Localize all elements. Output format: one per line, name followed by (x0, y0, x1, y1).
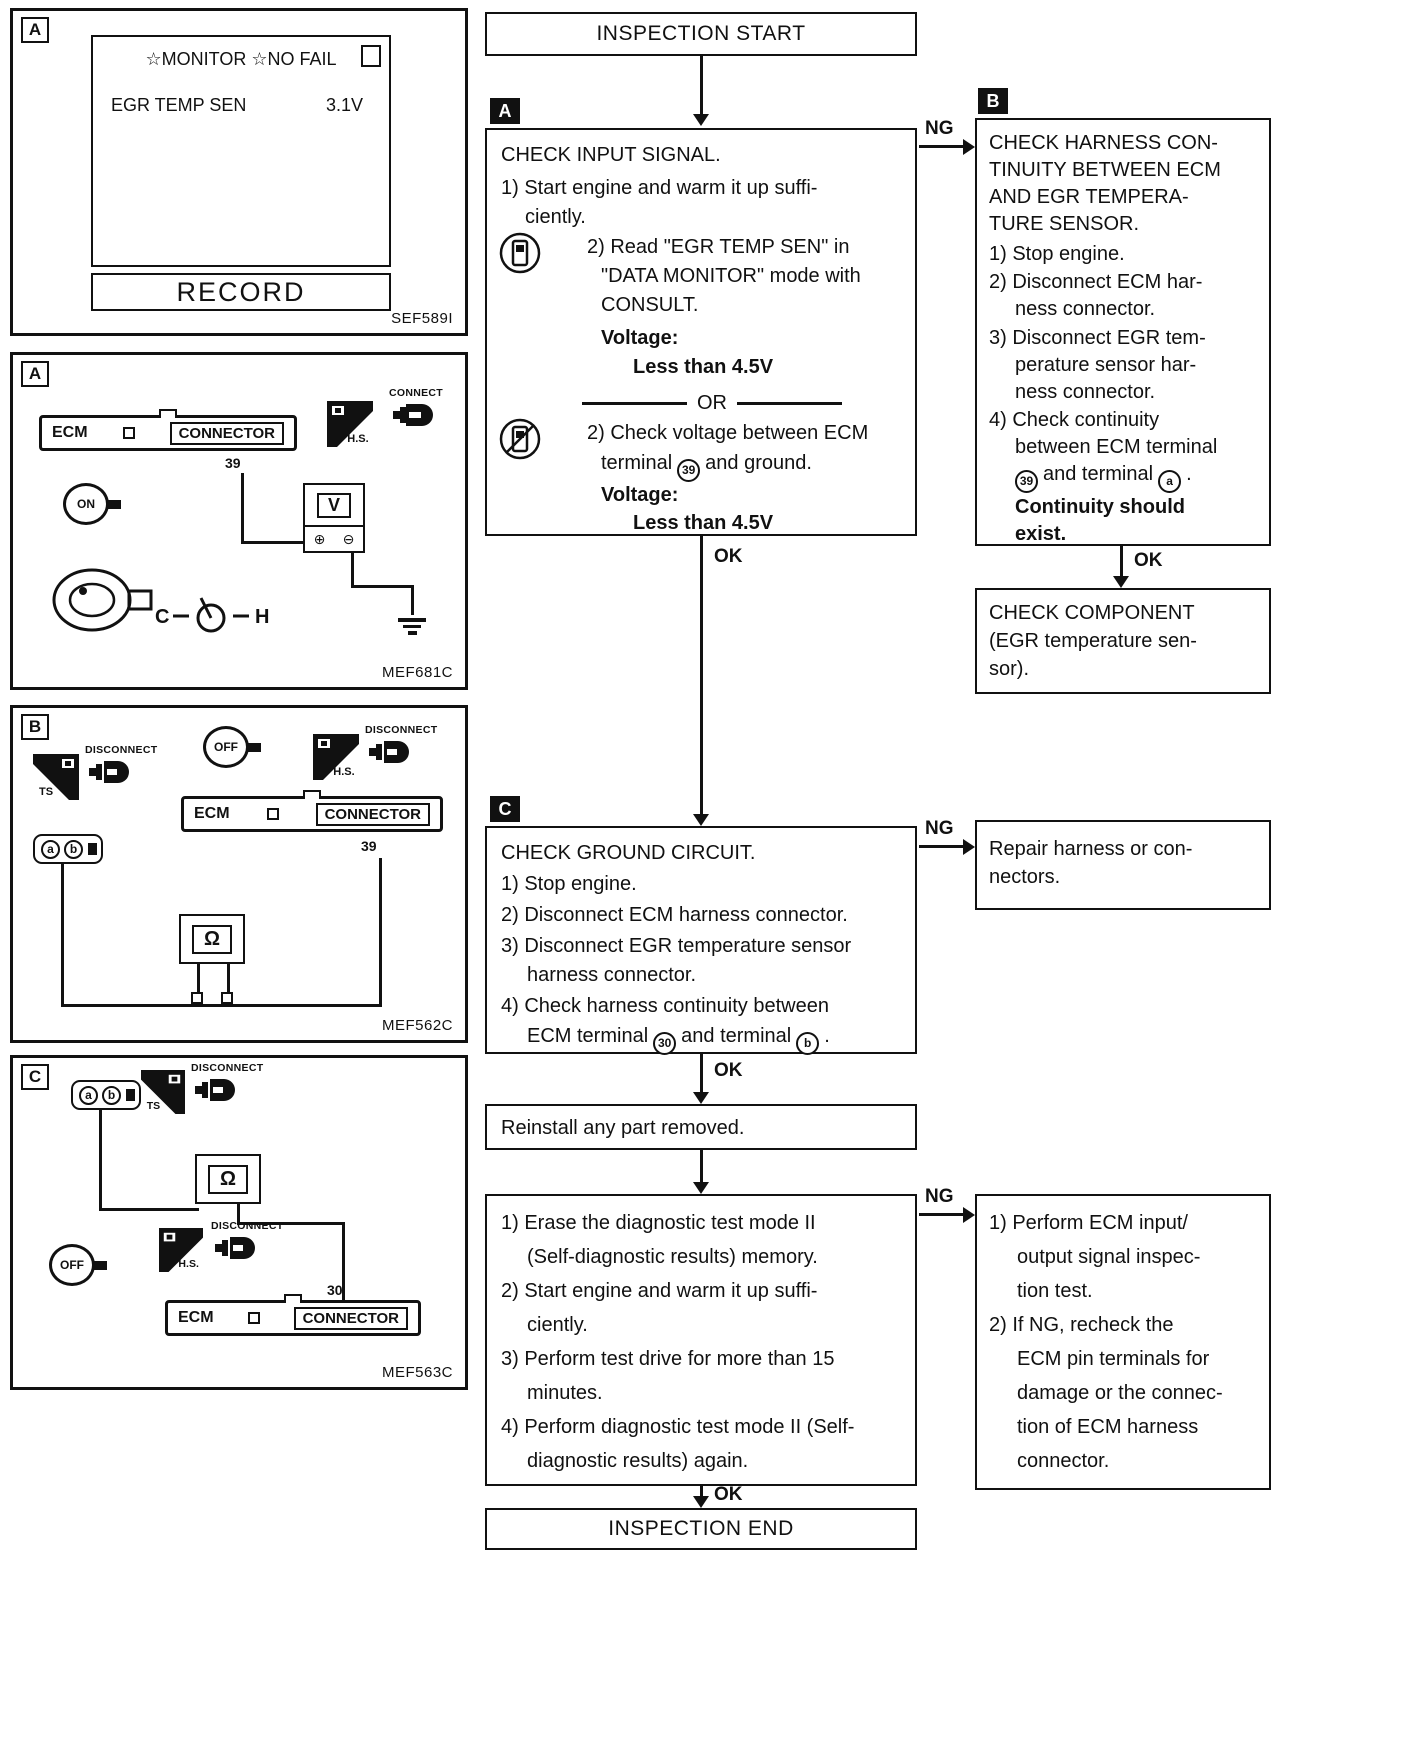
step-line: Repair harness or con- (989, 838, 1193, 860)
step-line: ciently. (527, 1314, 588, 1336)
step-line: 2) If NG, recheck the (989, 1314, 1174, 1336)
hs-icon (327, 401, 373, 447)
connector-tab (303, 790, 321, 799)
hs-icon-label: H.S. (347, 433, 369, 445)
check-harness-continuity-box (975, 118, 1271, 546)
step-line: ness connector. (1015, 298, 1156, 320)
step-line: tion of ECM harness (1017, 1416, 1199, 1438)
ng-label: NG (925, 1186, 954, 1207)
ng-label: NG (925, 118, 954, 139)
flow-tag-b: B (978, 88, 1008, 114)
inspection-end-box (485, 1508, 917, 1550)
ground-symbol (397, 615, 427, 638)
box-title: AND EGR TEMPERA- (989, 186, 1189, 208)
flow-arrow (700, 1054, 703, 1092)
flow-arrow (919, 845, 963, 848)
gauge-cold-label: C (155, 606, 170, 628)
box-title: CHECK INPUT SIGNAL. (501, 144, 721, 166)
record-button: RECORD (91, 273, 391, 311)
inspection-start-label: INSPECTION START (596, 22, 806, 45)
step-line: 3) Perform test drive for more than 15 (501, 1348, 835, 1370)
connector-plug-icon (87, 758, 131, 786)
terminal-b-circle: b (796, 1032, 819, 1055)
terminal-number: 39 (225, 455, 241, 471)
step-line: ciently. (525, 206, 586, 228)
figure-caption: MEF563C (381, 1364, 453, 1381)
step-line: 4) Perform diagnostic test mode II (Self- (501, 1416, 855, 1438)
wire (61, 864, 64, 1006)
emphasis-line: exist. (1015, 523, 1067, 545)
step-line: connector. (1017, 1450, 1110, 1472)
step-line: 2) Read "EGR TEMP SEN" in (587, 236, 850, 258)
figure-caption: MEF562C (381, 1017, 453, 1034)
connector-stub (88, 843, 97, 855)
disconnect-label: DISCONNECT (365, 724, 438, 736)
connector-plug-icon (193, 1076, 237, 1104)
step-line: 1) Stop engine. (989, 243, 1125, 265)
ohmmeter-label: Ω (192, 925, 232, 954)
ts-icon (33, 754, 79, 800)
ignition-on-icon (63, 483, 121, 525)
or-label: OR (697, 392, 727, 414)
emphasis-line: Continuity should (1015, 496, 1185, 518)
step-line: ness connector. (1015, 381, 1156, 403)
plus-terminal: ⊕ (313, 530, 326, 547)
connector-plug-icon (391, 401, 435, 429)
ecm-connector-symbol (165, 1300, 421, 1336)
step-line: "DATA MONITOR" mode with (601, 265, 861, 287)
monitor-checkbox (361, 45, 381, 67)
check-component-box (975, 588, 1271, 694)
connector-index-mark (123, 427, 135, 439)
hs-icon-label: H.S. (178, 1258, 199, 1271)
step-line: 2) Check voltage between ECM (587, 422, 869, 444)
text-part: and terminal (681, 1025, 792, 1047)
hs-icon-label: H.S. (333, 766, 355, 778)
step-line: diagnostic results) again. (527, 1450, 749, 1472)
consult-icon (499, 232, 541, 274)
figure-consult-screen (10, 8, 468, 336)
disconnect-label: DISCONNECT (211, 1220, 284, 1232)
wire (61, 1004, 382, 1007)
ok-label: OK (714, 546, 743, 567)
step-line: output signal inspec- (1017, 1246, 1201, 1268)
step-line: CONSULT. (601, 294, 699, 316)
voltmeter-label: V (317, 493, 351, 518)
connect-label: CONNECT (389, 387, 444, 399)
ecm-label: ECM (52, 424, 88, 441)
erase-and-retest-box (485, 1194, 917, 1486)
step-line: (Self-diagnostic results) memory. (527, 1246, 818, 1268)
ts-icon (141, 1070, 185, 1114)
terminal-b: b (64, 840, 83, 859)
step-line: 1) Perform ECM input/ (989, 1212, 1188, 1234)
inspection-start-box (485, 12, 917, 56)
text-part: . (1186, 463, 1192, 485)
step-line: 1) Stop engine. (501, 873, 637, 895)
text-part: terminal (601, 452, 673, 474)
ignition-off-icon (203, 726, 261, 768)
check-input-signal-box (485, 128, 917, 536)
ts-icon-label: TS (146, 1100, 161, 1113)
wire (99, 1110, 102, 1210)
step-line: 1) Start engine and warm it up suffi- (501, 177, 818, 199)
divider-line (737, 402, 842, 405)
connector-label: CONNECTOR (316, 803, 430, 826)
flow-arrowhead (693, 1496, 709, 1508)
voltage-label: Voltage: (601, 484, 679, 506)
box-title: CHECK GROUND CIRCUIT. (501, 842, 756, 864)
step-line (1015, 463, 1192, 493)
reinstall-box (485, 1104, 917, 1150)
step-line: harness connector. (527, 964, 696, 986)
wire (241, 541, 307, 544)
egr-temperature-sensor-art (47, 555, 170, 645)
sensor-connector-ab (33, 834, 103, 864)
figure-caption: SEF589I (391, 310, 453, 327)
box-title: TURE SENSOR. (989, 213, 1140, 235)
step-line: 2) Disconnect ECM har- (989, 271, 1203, 293)
wire (379, 858, 382, 1006)
reinstall-text: Reinstall any part removed. (501, 1117, 745, 1139)
ng-label: NG (925, 818, 954, 839)
connector-tab (159, 409, 177, 418)
text-part: . (824, 1025, 830, 1047)
flow-arrowhead (963, 1207, 975, 1223)
figure-voltage-check (10, 352, 468, 690)
flow-arrowhead (693, 1092, 709, 1104)
consult-display (91, 35, 391, 267)
box-title: CHECK HARNESS CON- (989, 132, 1218, 154)
connector-stub (126, 1089, 135, 1101)
step-line: damage or the connec- (1017, 1382, 1223, 1404)
disconnect-label: DISCONNECT (191, 1062, 264, 1074)
ohmmeter-label: Ω (208, 1165, 248, 1194)
step-line: between ECM terminal (1015, 436, 1218, 458)
connector-label: CONNECTOR (294, 1307, 408, 1330)
flow-arrowhead (963, 839, 975, 855)
terminal-39-circle: 39 (1015, 470, 1038, 493)
wire (99, 1208, 199, 1211)
hs-icon (159, 1228, 203, 1272)
flow-arrowhead (693, 114, 709, 126)
figure-caption: MEF681C (381, 664, 453, 681)
wire (241, 473, 244, 543)
ignition-off-label: OFF (60, 1258, 84, 1272)
step-line: 3) Disconnect EGR tem- (989, 327, 1206, 349)
connector-tab (284, 1294, 302, 1303)
flow-tag-a: A (490, 98, 520, 124)
flow-arrow (919, 1213, 963, 1216)
flow-arrow (919, 145, 963, 148)
voltmeter-icon (303, 483, 365, 553)
ignition-off-label: OFF (214, 740, 238, 754)
key-blade (247, 743, 261, 752)
ignition-off-icon (49, 1244, 107, 1286)
step-line: 2) Disconnect ECM harness connector. (501, 904, 848, 926)
step-line: (EGR temperature sen- (989, 630, 1197, 652)
flow-arrowhead (693, 814, 709, 826)
figure-continuity-c (10, 1055, 468, 1390)
ignition-on-label: ON (77, 497, 95, 511)
ok-label: OK (714, 1060, 743, 1081)
ecm-label: ECM (194, 805, 230, 822)
text-part: ECM terminal (527, 1025, 649, 1047)
repair-harness-box (975, 820, 1271, 910)
terminal-b: b (102, 1086, 121, 1105)
parameter-name: EGR TEMP SEN (111, 95, 247, 115)
figure-tag-a: A (21, 17, 49, 43)
connector-plug-icon (213, 1234, 257, 1262)
figure-continuity-b (10, 705, 468, 1043)
flow-tag-c: C (490, 796, 520, 822)
step-line (527, 1025, 830, 1055)
terminal-a: a (41, 840, 60, 859)
ecm-connector-symbol (39, 415, 297, 451)
ecm-label: ECM (178, 1309, 214, 1326)
step-line: tion test. (1017, 1280, 1093, 1302)
ts-icon-label: TS (38, 786, 54, 798)
figure-tag-c: C (21, 1064, 49, 1090)
flow-arrow (700, 56, 703, 114)
step-line: 3) Disconnect EGR temperature sensor (501, 935, 852, 957)
connector-index-mark (267, 808, 279, 820)
ok-label: OK (714, 1484, 743, 1505)
connector-plug-icon (367, 738, 411, 766)
connector-label: CONNECTOR (170, 422, 284, 445)
wire (351, 553, 354, 587)
step-line: ECM pin terminals for (1017, 1348, 1210, 1370)
divider-line (582, 402, 687, 405)
sensor-connector-ab (71, 1080, 141, 1110)
or-divider (582, 392, 842, 415)
voltage-value: Less than 4.5V (633, 356, 774, 378)
disconnect-label: DISCONNECT (85, 744, 158, 756)
terminal-39-circle: 39 (677, 459, 700, 482)
ohmmeter-icon (195, 1154, 261, 1204)
terminal-number: 39 (361, 838, 377, 854)
terminal-a-circle: a (1158, 470, 1181, 493)
box-title: CHECK COMPONENT (989, 602, 1195, 624)
step-line: 4) Check harness continuity between (501, 995, 829, 1017)
flow-arrow (700, 536, 703, 816)
step-line: 4) Check continuity (989, 409, 1160, 431)
ohmmeter-icon (179, 914, 245, 964)
voltage-value: Less than 4.5V (633, 512, 774, 534)
terminal-30-circle: 30 (653, 1032, 676, 1055)
box-title: TINUITY BETWEEN ECM (989, 159, 1221, 181)
wire (411, 585, 414, 615)
flow-arrow (1120, 546, 1123, 576)
ok-label: OK (1134, 550, 1163, 571)
parameter-value: 3.1V (325, 95, 363, 115)
probe-tip (221, 992, 233, 1004)
ecm-inspection-box (975, 1194, 1271, 1490)
step-line: 1) Erase the diagnostic test mode II (501, 1212, 816, 1234)
voltage-label: Voltage: (601, 327, 679, 349)
flow-arrowhead (1113, 576, 1129, 588)
step-line: sor). (989, 658, 1029, 680)
wire (351, 585, 413, 588)
flow-arrowhead (693, 1182, 709, 1194)
connector-index-mark (248, 1312, 260, 1324)
gauge-hot-label: H (255, 606, 270, 628)
step-line (601, 452, 812, 482)
key-blade (93, 1261, 107, 1270)
terminal-number: 30 (327, 1282, 343, 1298)
key-blade (107, 500, 121, 509)
hs-icon (313, 734, 359, 780)
figure-tag-a: A (21, 361, 49, 387)
probe-tip (191, 992, 203, 1004)
step-line: 2) Start engine and warm it up suffi- (501, 1280, 818, 1302)
text-part: and terminal (1043, 463, 1154, 485)
text-part: and ground. (705, 452, 812, 474)
ecm-connector-symbol (181, 796, 443, 832)
without-consult-icon (499, 418, 541, 460)
step-line: perature sensor har- (1015, 354, 1197, 376)
figure-tag-b: B (21, 714, 49, 740)
terminal-a: a (79, 1086, 98, 1105)
step-line: nectors. (989, 866, 1061, 888)
flow-arrow (700, 1150, 703, 1182)
flow-arrowhead (963, 139, 975, 155)
temperature-gauge-icon (151, 591, 281, 637)
minus-terminal: ⊖ (342, 530, 355, 547)
inspection-end-label: INSPECTION END (608, 1517, 794, 1540)
step-line: minutes. (527, 1382, 603, 1404)
monitor-status-line: ☆MONITOR ☆NO FAIL (145, 49, 337, 69)
parameter-row (111, 95, 363, 116)
check-ground-circuit-box (485, 826, 917, 1054)
